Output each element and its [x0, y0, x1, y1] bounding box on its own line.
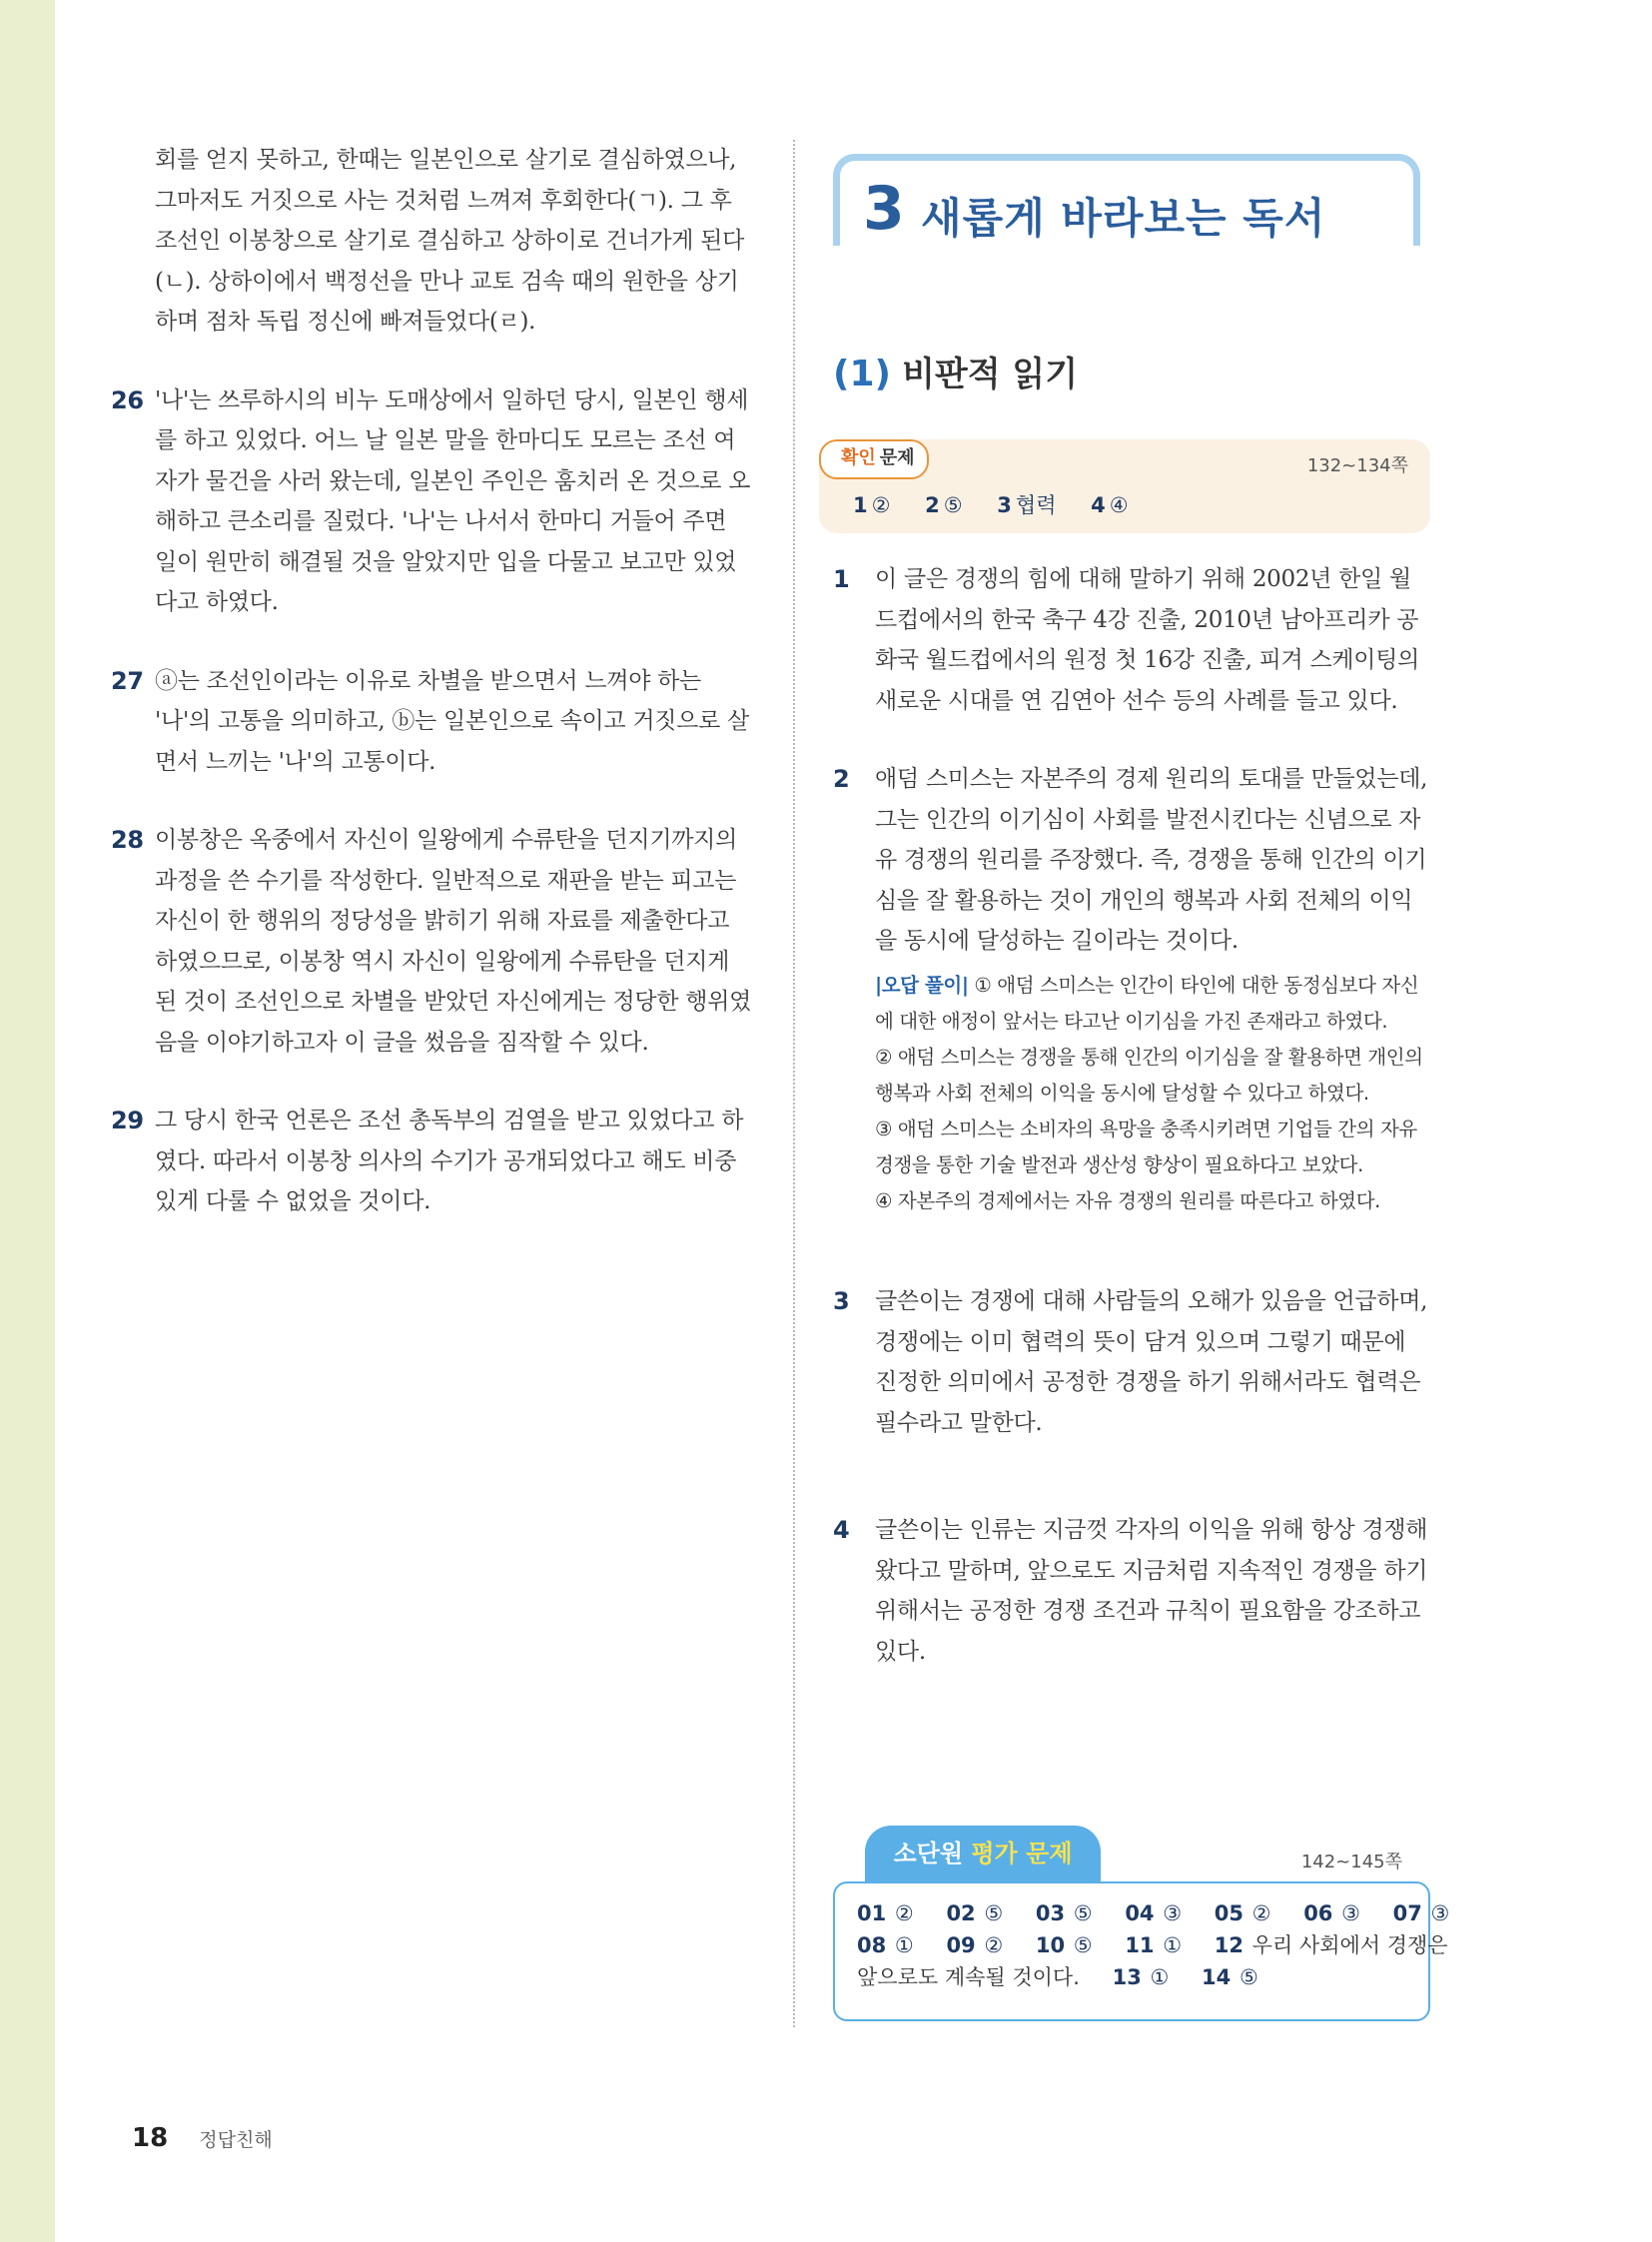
answer-number: 11	[1125, 1933, 1155, 1957]
answer-27	[111, 661, 754, 783]
answer-number: 28	[111, 826, 144, 854]
wrong-answer-explanation	[875, 968, 1430, 1219]
unit-evaluation-box	[833, 1826, 1450, 2021]
answer-number: 4	[1091, 493, 1106, 517]
answer-number: 2	[925, 493, 940, 517]
answer-28	[111, 820, 754, 1063]
answer-number: 29	[111, 1107, 144, 1134]
section-title: 새롭게 바라보는 독서	[921, 194, 1326, 243]
answer-value: ②	[871, 493, 891, 517]
answer-value: ①	[1150, 1965, 1170, 1989]
answer-number: 14	[1202, 1965, 1232, 1989]
badge-label: 문제	[879, 447, 915, 468]
answer-row	[857, 1897, 1450, 1929]
answer-number: 06	[1303, 1901, 1333, 1925]
answer-value: ③	[1163, 1901, 1183, 1925]
page-number: 18	[132, 2123, 169, 2153]
answer-number: 03	[1035, 1901, 1066, 1925]
check-answer-2	[833, 759, 1430, 1219]
check-problems-box	[819, 439, 1430, 533]
side-color-band	[0, 0, 55, 2242]
subsection-number: (1)	[833, 354, 891, 394]
check-answers	[853, 489, 1129, 519]
answer-value: ④	[1109, 493, 1129, 517]
book-title: 정답친해	[199, 2129, 273, 2151]
badge-highlight: 확인	[841, 447, 876, 468]
check-answer-3	[833, 1281, 1430, 1443]
explanation-line: ④ 자본주의 경제에서는 자유 경쟁의 원리를 따른다고 하였다.	[875, 1188, 1380, 1212]
answer-number: 07	[1392, 1901, 1422, 1925]
check-answer-1	[833, 559, 1430, 721]
answer-text: 글쓴이는 인류는 지금껏 각자의 이익을 위해 항상 경쟁해 왔다고 말하며, 앞으로도 지금처럼 지속적인 경쟁을 하기 위해서는 공정한 경쟁 조건과 규칙이 필요함을 강조하고 있다.	[875, 1517, 1428, 1665]
answer-26	[111, 380, 754, 623]
answer-value: ⑤	[943, 493, 963, 517]
answer-29	[111, 1101, 754, 1222]
answer-number: 1	[833, 565, 850, 593]
answer-number: 3	[997, 493, 1012, 517]
check-problems-badge	[819, 439, 929, 479]
answer-number: 13	[1112, 1965, 1142, 1989]
answer-number: 27	[111, 666, 144, 695]
answer-number: 4	[833, 1516, 850, 1544]
answer-text: 이봉창은 옥중에서 자신이 일왕에게 수류탄을 던지기까지의 과정을 쓴 수기를 작성한다. 일반적으로 재판을 받는 피고는 자신이 한 행위의 정당성을 밝히기 위해 자료를 제출한다고 하였으므로, 이봉창 역시 자신이 일왕에게 수류탄을 던지게 된 것이 조선인으로 차별을 받았던 자신에게는 정당한 행위였음을 이야기하고자 이 글을 썼음을 짐작할 수 있다.	[155, 827, 752, 1056]
answer-number: 02	[946, 1901, 976, 1925]
wrong-answer-tag: |오답 풀이|	[875, 973, 969, 997]
answer-value: ①	[1163, 1933, 1183, 1957]
intro-text: 회를 얻지 못하고, 한때는 일본인으로 살기로 결심하였으나, 그마저도 거짓으로 사는 것처럼 느껴져 후회한다(ㄱ). 그 후 조선인 이봉창으로 살기로 결심하고 상하이로 건너가게 된다(ㄴ). 상하이에서 백정선을 만나 교토 검속 때의 원한을 상기하며 점차 독립 정신에 빠져들었다(ㄹ).	[155, 147, 745, 335]
column-divider	[793, 140, 795, 2027]
answer-number: 10	[1035, 1933, 1066, 1957]
answer-number: 3	[833, 1287, 850, 1315]
answer-value: ③	[1430, 1901, 1450, 1925]
section-header	[833, 154, 1428, 246]
answer-value: ⑤	[1073, 1901, 1093, 1925]
subsection-header	[833, 347, 1078, 395]
answer-value: ⑤	[984, 1901, 1004, 1925]
explanation-line: ① 애덤 스미스는 인간이 타인에 대한 동정심보다 자신에 대한 애정이 앞서는 타고난 이기심을 가진 존재라고 하였다.	[875, 973, 1419, 1033]
answer-text: 이 글은 경쟁의 힘에 대해 말하기 위해 2002년 한일 월드컵에서의 한국 축구 4강 진출, 2010년 남아프리카 공화국 월드컵에서의 원정 첫 16강 진출, 피겨 스케이팅의 새로운 시대를 연 김연아 선수 등의 사례를 들고 있다.	[875, 566, 1420, 714]
tab-label: 소단원	[893, 1840, 964, 1868]
answer-number: 08	[857, 1933, 887, 1957]
answer-number: 05	[1214, 1901, 1243, 1925]
answer-number: 04	[1125, 1901, 1155, 1925]
answer-number: 12	[1214, 1933, 1243, 1957]
answer-number: 2	[833, 765, 850, 793]
answer-value: ③	[1341, 1901, 1360, 1925]
answer-number: 26	[111, 385, 144, 414]
left-column	[111, 140, 754, 1222]
answer-value: 협력	[1015, 493, 1057, 517]
answer-row	[857, 1961, 1410, 1993]
answer-text: 애덤 스미스는 자본주의 경제 원리의 토대를 만들었는데, 그는 인간의 이기심이 사회를 발전시킨다는 신념으로 자유 경쟁의 원리를 주장했다. 즉, 경쟁을 통해 인간의 이기심을 잘 활용하는 것이 개인의 행복과 사회 전체의 이익을 동시에 달성하는 길이라는 것이다.	[875, 766, 1428, 954]
answer-value: ②	[1251, 1901, 1271, 1925]
unit-evaluation-answers	[833, 1881, 1450, 2021]
answer-continuation: 앞으로도 계속될 것이다.	[857, 1965, 1080, 1989]
answer-value: ②	[894, 1901, 914, 1925]
page-footer	[132, 2123, 273, 2153]
answer-number: 09	[946, 1933, 976, 1957]
section-number: 3	[863, 174, 905, 244]
answer-text: ⓐ는 조선인이라는 이유로 차별을 받으면서 느껴야 하는 '나'의 고통을 의미하고, ⓑ는 일본인으로 속이고 거짓으로 살면서 느끼는 '나'의 고통이다.	[155, 667, 749, 775]
page-range: 132~134쪽	[1306, 455, 1408, 476]
answer-row	[857, 1929, 1448, 1961]
tab-label-highlight: 평가 문제	[971, 1840, 1073, 1868]
answer-value: ⑤	[1073, 1933, 1093, 1957]
answer-value: ①	[894, 1933, 914, 1957]
answer-text: '나'는 쓰루하시의 비누 도매상에서 일하던 당시, 일본인 행세를 하고 있었다. 어느 날 일본 말을 한마디도 모르는 조선 여자가 물건을 사러 왔는데, 일본인 주인은 훔치러 온 것으로 오해하고 큰소리를 질렀다. '나'는 나서서 한마디 거들어 주면 일이 원만히 해결될 것을 알았지만 입을 다물고 보고만 있었다고 하였다.	[155, 386, 751, 615]
unit-evaluation-tab	[865, 1826, 1101, 1881]
answer-value: 우리 사회에서 경쟁은	[1251, 1933, 1448, 1957]
intro-paragraph	[155, 140, 754, 343]
answer-text: 그 당시 한국 언론은 조선 총독부의 검열을 받고 있었다고 하였다. 따라서 이봉창 의사의 수기가 공개되었다고 해도 비중 있게 다룰 수 없었을 것이다.	[155, 1108, 744, 1214]
answer-value: ⑤	[1239, 1965, 1258, 1989]
answer-text: 글쓴이는 경쟁에 대해 사람들의 오해가 있음을 언급하며, 경쟁에는 이미 협력의 뜻이 담겨 있으며 그렇기 때문에 진정한 의미에서 공정한 경쟁을 하기 위해서라도 협력은 필수라고 말한다.	[875, 1288, 1428, 1436]
answer-value: ②	[984, 1933, 1004, 1957]
explanation-line: ③ 애덤 스미스는 소비자의 욕망을 충족시키려면 기업들 간의 자유 경쟁을 통한 기술 발전과 생산성 향상이 필요하다고 보았다.	[875, 1117, 1417, 1176]
answer-number: 1	[853, 493, 868, 517]
subsection-title: 비판적 읽기	[902, 355, 1079, 394]
answer-number: 01	[857, 1901, 887, 1925]
page-range: 142~145쪽	[1300, 1852, 1402, 1872]
explanation-line: ② 애덤 스미스는 경쟁을 통해 인간의 이기심을 잘 활용하면 개인의 행복과 사회 전체의 이익을 동시에 달성할 수 있다고 하였다.	[875, 1045, 1423, 1105]
check-answer-4	[833, 1510, 1430, 1672]
